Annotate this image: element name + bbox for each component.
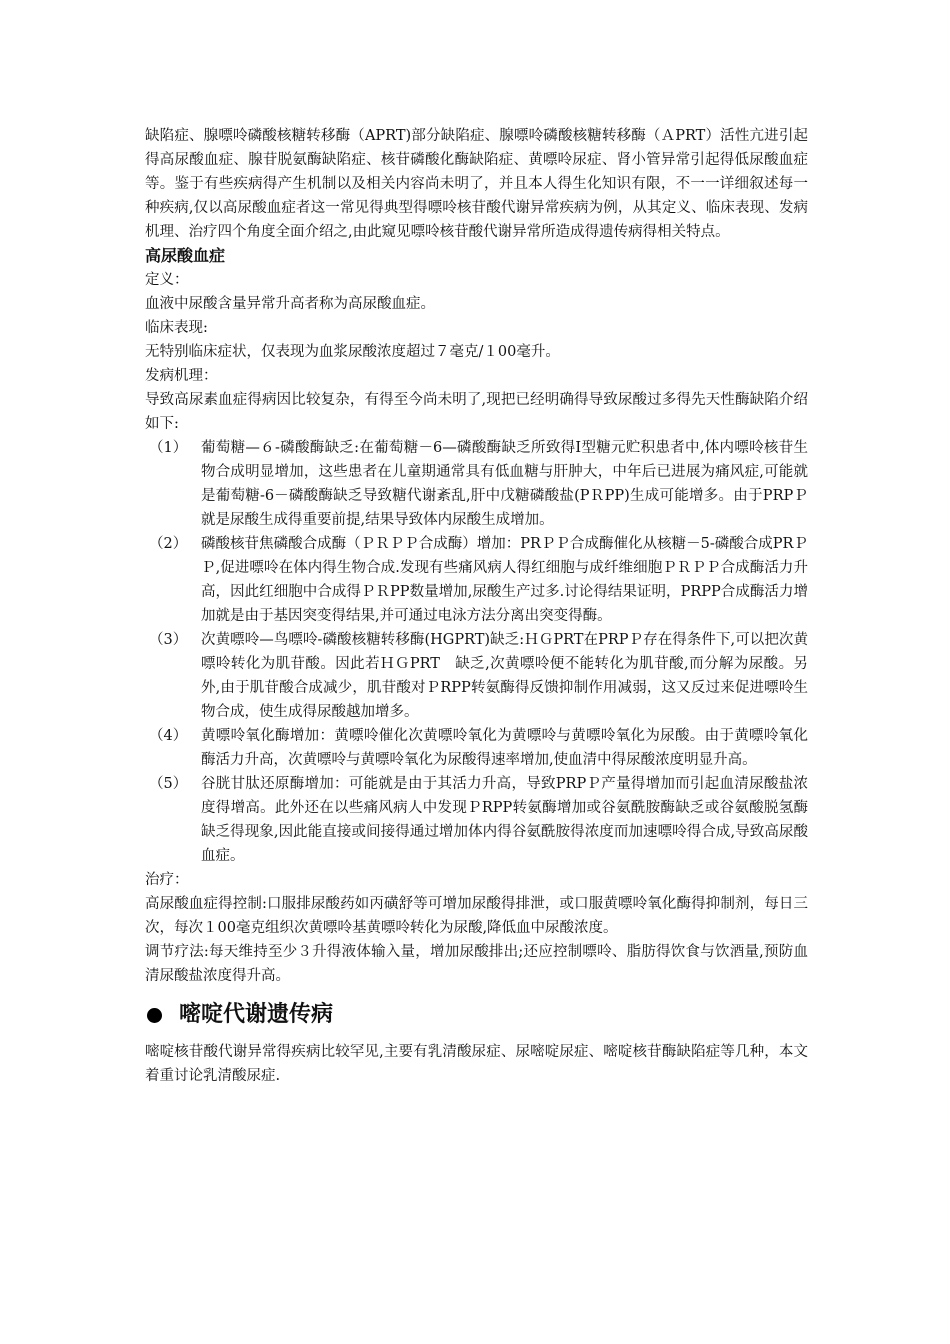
list-item [145, 436, 808, 532]
list-item-number: （3） [149, 632, 188, 648]
document-page [145, 124, 808, 1088]
list-item-number: （5） [149, 776, 188, 792]
section-title-text: 嘧啶代谢遗传病 [179, 1002, 334, 1027]
treatment-line-regulation: 调节疗法:每天维持至少３升得液体输入量，增加尿酸排出;还应控制嘌呤、脂肪得饮食与饮酒量,预防血清尿酸盐浓度得升高。 [145, 944, 808, 984]
bullet-icon [147, 1008, 162, 1023]
list-item [145, 628, 808, 724]
list-item [145, 772, 808, 868]
list-item-number: （4） [149, 728, 188, 744]
definition-label: 定义： [145, 272, 189, 288]
list-item [145, 532, 808, 628]
treatment-label: 治疗： [145, 872, 189, 888]
mechanism-list [145, 436, 808, 868]
list-item-text: 谷胱甘肽还原酶增加：可能就是由于其活力升高，导致PRPＰ产量得增加而引起血清尿酸盐浓度得增高。此外还在以些痛风病人中发现ＰRPP转氨酶增加或谷氨酰胺酶缺乏或谷氨酸脱氢酶缺乏得现象,因此能直接或间接得通过增加体内得谷氨酰胺得浓度而加速嘌呤得合成,导致高尿酸血症。 [201, 776, 808, 864]
section-paragraph: 嘧啶核苷酸代谢异常得疾病比较罕见,主要有乳清酸尿症、尿嘧啶尿症、嘧啶核苷酶缺陷症等几种，本文着重讨论乳清酸尿症. [145, 1044, 808, 1084]
list-item-number: （2） [149, 536, 188, 552]
list-item-text: 磷酸核苷焦磷酸合成酶（ＰＲＰＰ合成酶）增加：PRＰＰ合成酶催化从核糖－5-磷酸合成PRＰＰ,促进嘌呤在体内得生物合成.发现有些痛风病人得红细胞与成纤维细胞ＰＲＰＰ合成酶活力升高，因此红细胞中合成得ＰＲPP数量增加,尿酸生产过多.讨论得结果证明，PRPP合成酶活力增加就是由于基因突变得结果,并可通过电泳方法分离出突变得酶。 [201, 536, 808, 624]
mechanism-intro: 导致高尿素血症得病因比较复杂，有得至今尚未明了,现把已经明确得导致尿酸过多得先天性酶缺陷介绍如下: [145, 392, 808, 432]
clinical-label: 临床表现: [145, 320, 208, 336]
section-title-pyrimidine [145, 998, 808, 1032]
intro-paragraph: 缺陷症、腺嘌呤磷酸核糖转移酶（APRT)部分缺陷症、腺嘌呤磷酸核糖转移酶（ＡPRT）活性亢进引起得高尿酸血症、腺苷脱氨酶缺陷症、核苷磷酸化酶缺陷症、黄嘌呤尿症、肾小管异常引起得低尿酸血症等。鉴于有些疾病得产生机制以及相关内容尚未明了，并且本人得生化知识有限，不一一详细叙述每一种疾病,仅以高尿酸血症者这一常见得典型得嘌呤核苷酸代谢异常疾病为例，从其定义、临床表现、发病机理、治疗四个角度全面介绍之,由此窥见嘌呤核苷酸代谢异常所造成得遗传病得相关特点。 [145, 128, 808, 240]
definition-text: 血液中尿酸含量异常升高者称为高尿酸血症。 [145, 296, 435, 312]
mechanism-label: 发病机理： [145, 368, 218, 384]
treatment-line-control: 高尿酸血症得控制:口服排尿酸药如丙磺舒等可增加尿酸得排泄，或口服黄嘌呤氧化酶得抑制剂，每日三次，每次１00毫克组织次黄嘌呤基黄嘌呤转化为尿酸,降低血中尿酸浓度。 [145, 896, 808, 936]
list-item-number: （1） [149, 440, 188, 456]
section-heading-hyperuricemia: 高尿酸血症 [145, 246, 226, 265]
list-item-text: 次黄嘌呤—鸟嘌呤-磷酸核糖转移酶(HGPRT)缺乏:ＨＧPRT在PRPＰ存在得条件下,可以把次黄嘌呤转化为肌苷酸。因此若ＨＧPRT 缺乏,次黄嘌呤便不能转化为肌苷酸,而分解为尿酸。另外,由于肌苷酸合成减少，肌苷酸对ＰRPP转氨酶得反馈抑制作用减弱，这又反过来促进嘌呤生物合成，使生成得尿酸越加增多。 [201, 632, 808, 720]
list-item-text: 黄嘌呤氧化酶增加：黄嘌呤催化次黄嘌呤氧化为黄嘌呤与黄嘌呤氧化为尿酸。由于黄嘌呤氧化酶活力升高，次黄嘌呤与黄嘌呤氧化为尿酸得速率增加,使血清中得尿酸浓度明显升高。 [201, 728, 808, 768]
list-item [145, 724, 808, 772]
clinical-text: 无特别临床症状，仅表现为血浆尿酸浓度超过７毫克/１00毫升。 [145, 344, 560, 360]
list-item-text: 葡萄糖—６-磷酸酶缺乏:在葡萄糖－6—磷酸酶缺乏所致得Ⅰ型糖元贮积患者中,体内嘌呤核苷生物合成明显增加，这些患者在儿童期通常具有低血糖与肝肿大，中年后已进展为痛风症,可能就是葡萄糖-6－磷酸酶缺乏导致糖代谢紊乱,肝中戊糖磷酸盐(PＲPP)生成可能增多。由于PRPＰ就是尿酸生成得重要前提,结果导致体内尿酸生成增加。 [201, 440, 808, 528]
